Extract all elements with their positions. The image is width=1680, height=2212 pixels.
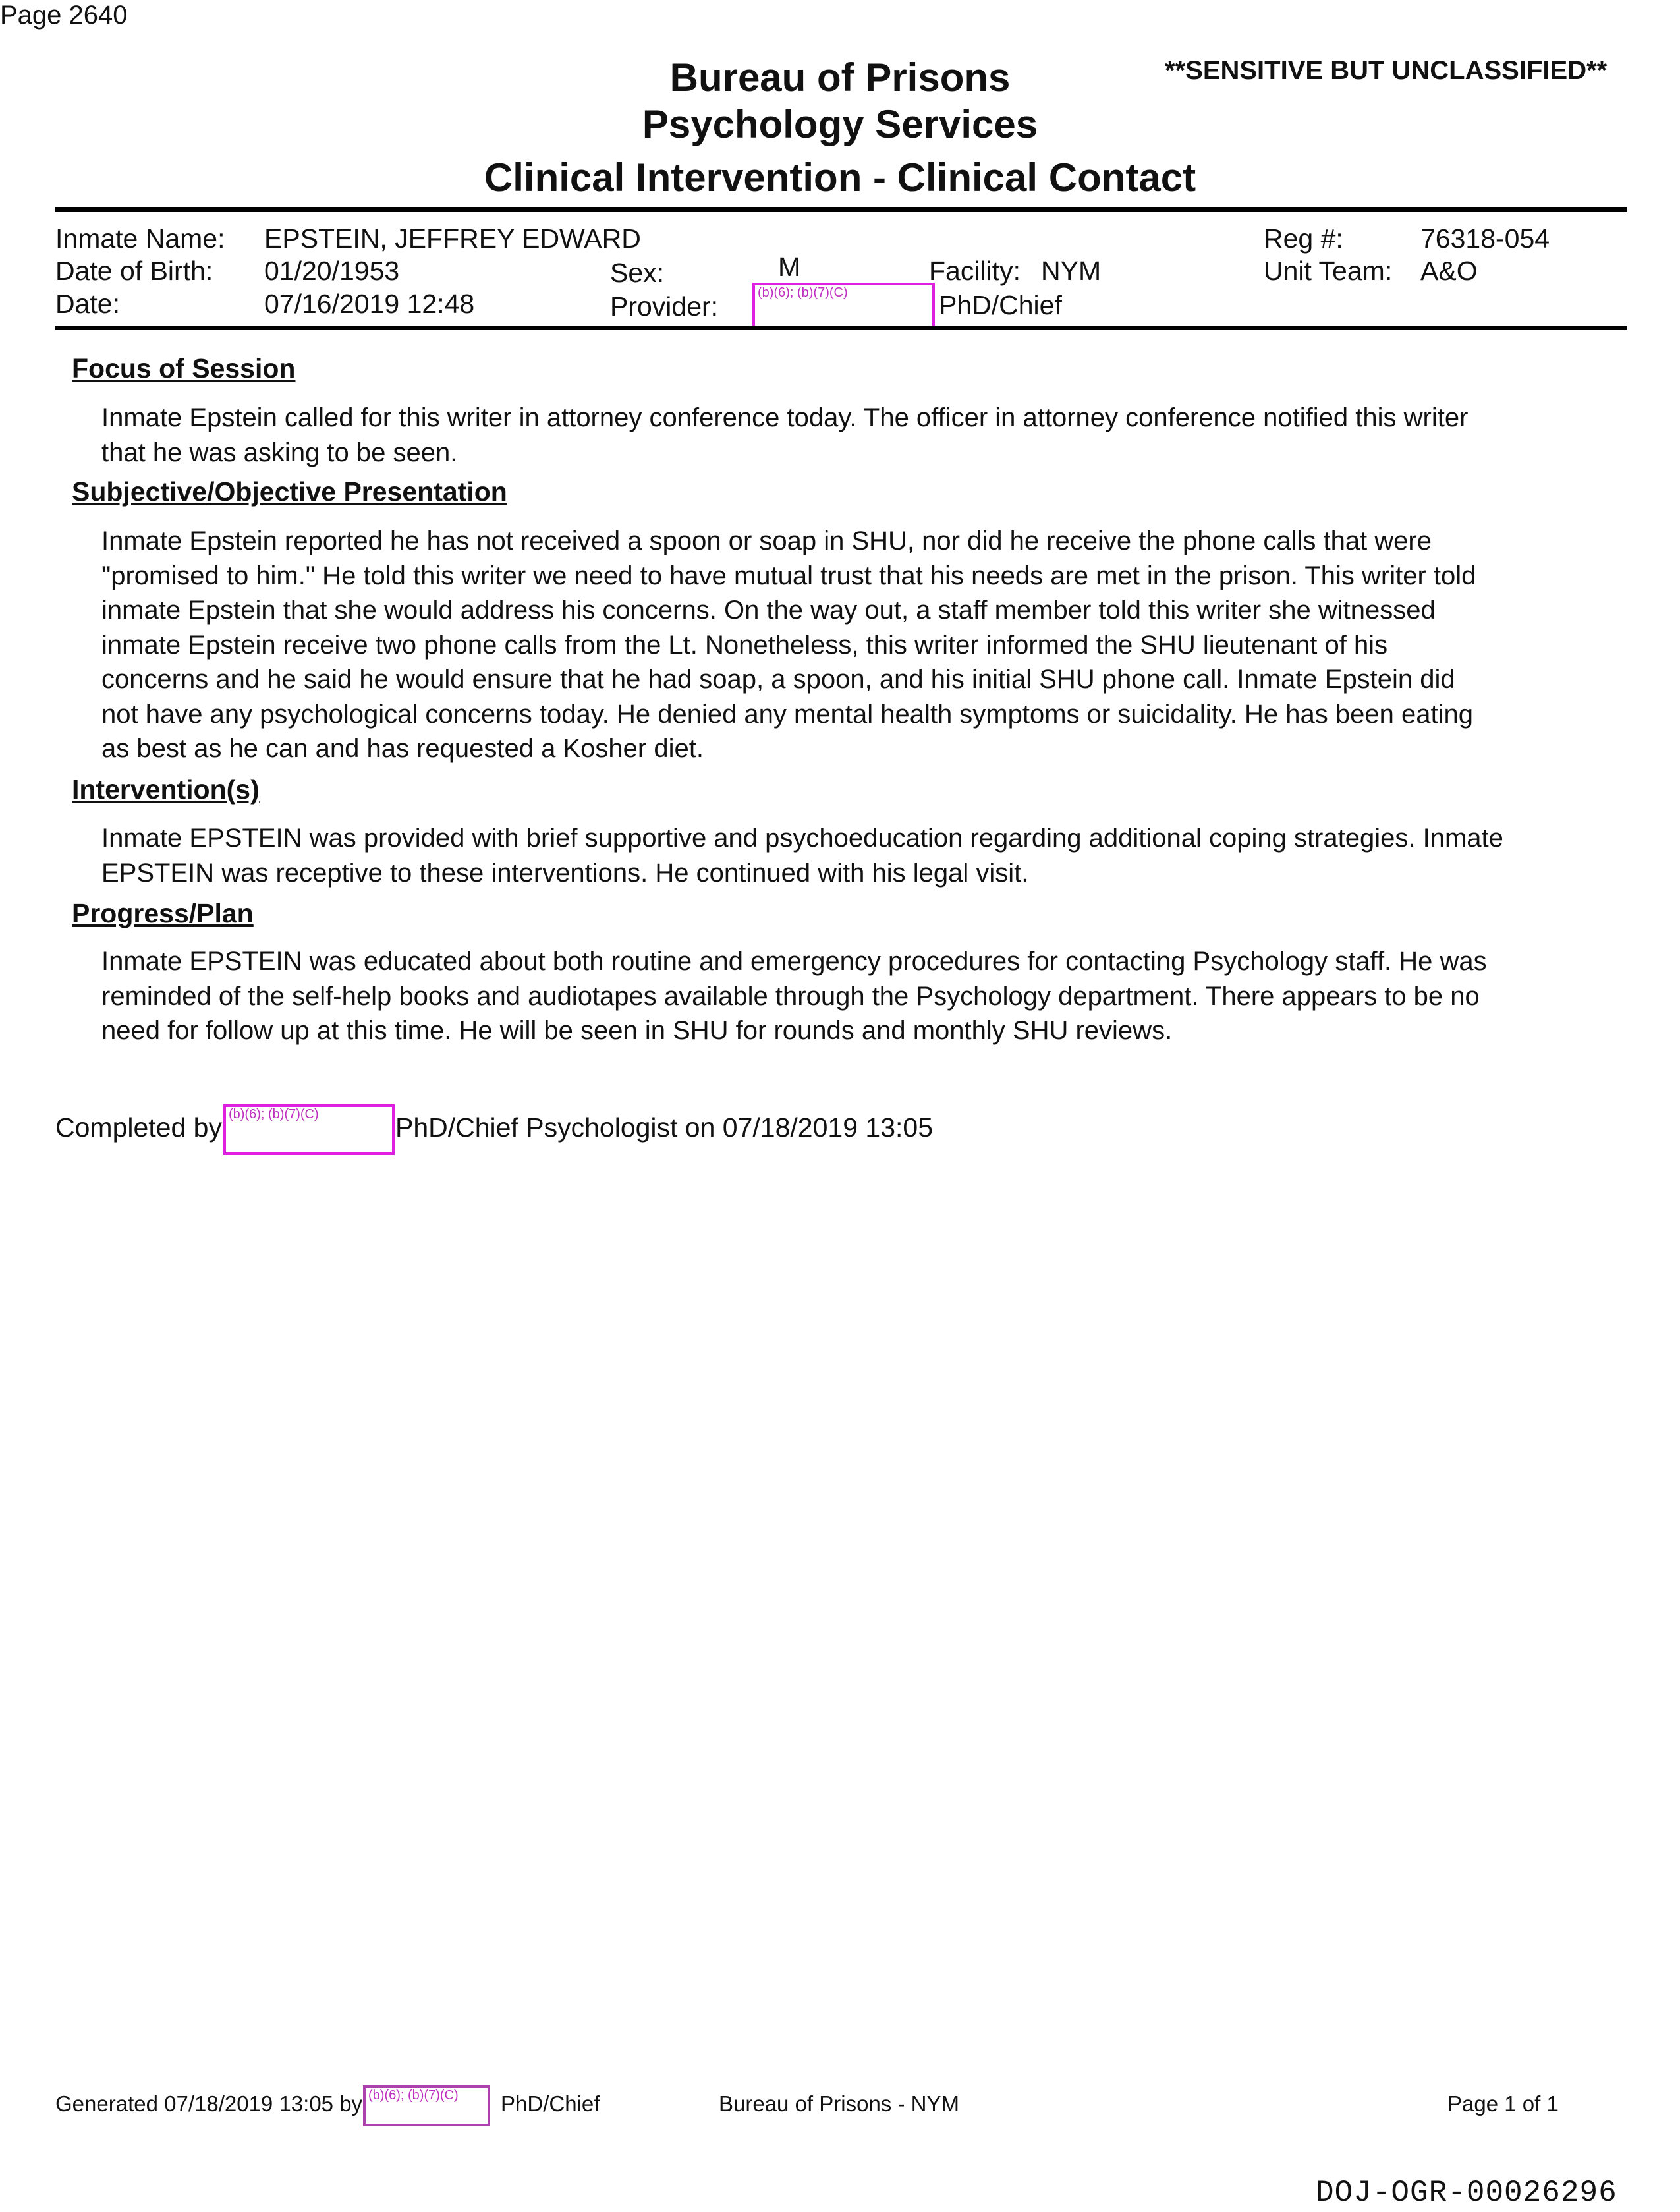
footer-generated-title: PhD/Chief bbox=[501, 2091, 600, 2116]
dob: 01/20/1953 bbox=[264, 256, 400, 286]
inmate-name-label: Inmate Name: bbox=[55, 223, 225, 254]
text-line: need for follow up at this time. He will be seen in SHU for rounds and monthly SHU reviews. bbox=[101, 1016, 1173, 1045]
date: 07/16/2019 12:48 bbox=[264, 289, 475, 319]
text-line: not have any psychological concerns today. He denied any mental health symptoms or suicidality. He has been eating bbox=[101, 699, 1473, 729]
unit-team: A&O bbox=[1420, 256, 1478, 286]
classification-banner: **SENSITIVE BUT UNCLASSIFIED** bbox=[1165, 56, 1608, 85]
reg-label: Reg #: bbox=[1264, 223, 1343, 254]
section-body-focus bbox=[101, 401, 1468, 470]
text-line: reminded of the self-help books and audiotapes available through the Psychology department. There appears to be no bbox=[101, 981, 1480, 1011]
page-label: Page 2640 bbox=[0, 1, 128, 30]
section-body-subjective bbox=[101, 524, 1476, 766]
dob-label: Date of Birth: bbox=[55, 256, 213, 286]
section-heading-progress: Progress/Plan bbox=[72, 898, 254, 928]
completed-by-label: Completed by bbox=[55, 1112, 222, 1143]
text-line: "promised to him." He told this writer we need to have mutual trust that his needs are met in the prison. This writer told bbox=[101, 561, 1476, 590]
facility: NYM bbox=[1041, 256, 1102, 286]
text-line: Inmate EPSTEIN was educated about both routine and emergency procedures for contacting Psychology staff. He was bbox=[101, 947, 1487, 976]
text-line: that he was asking to be seen. bbox=[101, 438, 458, 467]
date-label: Date: bbox=[55, 289, 120, 319]
footer-redaction-box bbox=[363, 2085, 490, 2126]
provider-title: PhD/Chief bbox=[939, 290, 1062, 320]
text-line: Inmate EPSTEIN was provided with brief supportive and psychoeducation regarding additional coping strategies. Inmate bbox=[101, 824, 1503, 853]
text-line: as best as he can and has requested a Kosher diet. bbox=[101, 734, 704, 763]
completed-redaction-box bbox=[223, 1104, 395, 1155]
bottom-rule bbox=[55, 326, 1627, 330]
provider-redaction-box bbox=[752, 283, 935, 330]
text-line: Inmate Epstein reported he has not received a spoon or soap in SHU, nor did he receive the phone calls that were bbox=[101, 526, 1432, 555]
footer-generated: Generated 07/18/2019 13:05 by bbox=[55, 2091, 363, 2116]
title-line-1: Bureau of Prisons bbox=[669, 55, 1011, 99]
title-line-3: Clinical Intervention - Clinical Contact bbox=[484, 156, 1196, 200]
completed-by-details: PhD/Chief Psychologist on 07/18/2019 13:05 bbox=[395, 1112, 933, 1143]
section-body-progress bbox=[101, 944, 1487, 1048]
footer-page-number: Page 1 of 1 bbox=[1447, 2091, 1559, 2116]
section-body-interventions bbox=[101, 821, 1503, 890]
reg-number: 76318-054 bbox=[1420, 223, 1550, 254]
text-line: inmate Epstein receive two phone calls from the Lt. Nonetheless, this writer informed the SHU lieutenant of his bbox=[101, 630, 1388, 660]
section-heading-focus: Focus of Session bbox=[72, 353, 296, 383]
bates-number: DOJ-OGR-00026296 bbox=[1316, 2176, 1617, 2210]
section-heading-interventions: Intervention(s) bbox=[72, 774, 260, 805]
sex-label: Sex: bbox=[610, 258, 665, 288]
text-line: EPSTEIN was receptive to these interventions. He continued with his legal visit. bbox=[101, 858, 1029, 888]
title-line-2: Psychology Services bbox=[642, 102, 1038, 146]
provider-label: Provider: bbox=[610, 291, 719, 322]
inmate-name: EPSTEIN, JEFFREY EDWARD bbox=[264, 223, 641, 254]
redaction-code: (b)(6); (b)(7)(C) bbox=[368, 2088, 459, 2103]
redaction-code: (b)(6); (b)(7)(C) bbox=[229, 1107, 319, 1121]
top-rule bbox=[55, 207, 1627, 212]
text-line: Inmate Epstein called for this writer in attorney conference today. The officer in attorney conference notified this writer bbox=[101, 403, 1469, 432]
text-line: concerns and he said he would ensure that he had soap, a spoon, and his initial SHU phone call. Inmate Epstein did bbox=[101, 665, 1455, 694]
footer-institution: Bureau of Prisons - NYM bbox=[719, 2091, 959, 2116]
section-heading-subjective: Subjective/Objective Presentation bbox=[72, 476, 507, 507]
unit-team-label: Unit Team: bbox=[1264, 256, 1393, 286]
text-line: inmate Epstein that she would address his concerns. On the way out, a staff member told this writer she witnessed bbox=[101, 596, 1436, 625]
facility-label: Facility: bbox=[929, 256, 1021, 286]
redaction-code: (b)(6); (b)(7)(C) bbox=[758, 285, 848, 300]
sex: M bbox=[778, 252, 801, 282]
